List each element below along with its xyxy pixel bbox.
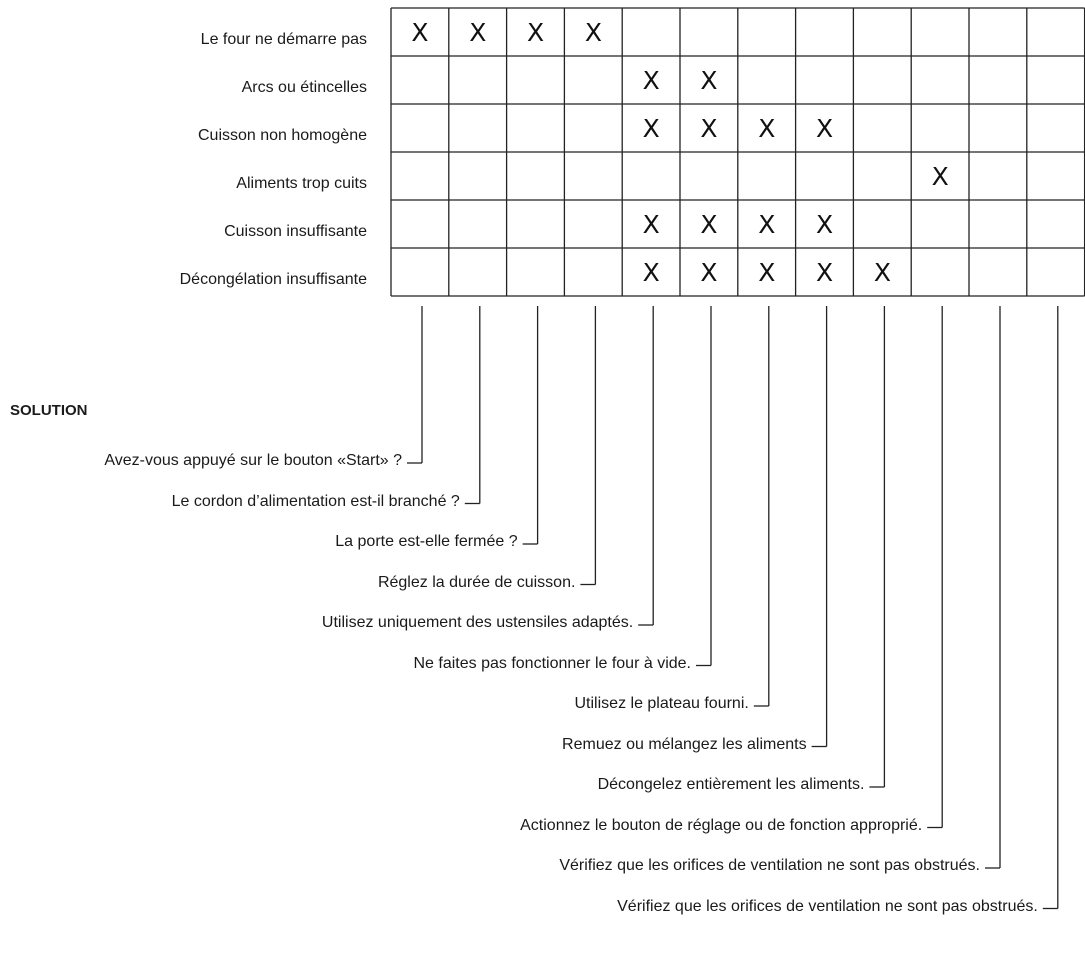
problem-label: Décongélation insuffisante	[179, 271, 367, 288]
cross-mark: X	[758, 210, 776, 239]
cross-mark: X	[931, 162, 949, 191]
cross-mark: X	[527, 18, 545, 47]
cross-mark: X	[700, 210, 718, 239]
solution-label: Le cordon d’alimentation est-il branché ?	[171, 492, 460, 510]
problem-label: Aliments trop cuits	[236, 175, 367, 192]
problem-label: Le four ne démarre pas	[200, 31, 367, 48]
cross-mark: X	[700, 114, 718, 143]
solution-label: Décongelez entièrement les aliments.	[597, 776, 865, 793]
cross-mark: X	[584, 18, 602, 47]
cross-mark: X	[642, 114, 660, 143]
solution-label: La porte est-elle fermée ?	[335, 533, 518, 550]
cross-mark: X	[642, 210, 660, 239]
solution-label: Ne faites pas fonctionner le four à vide.	[413, 654, 691, 672]
cross-mark: X	[758, 114, 776, 143]
problem-label: Arcs ou étincelles	[241, 79, 367, 96]
cross-mark: X	[758, 258, 776, 287]
cross-mark: X	[469, 18, 487, 47]
cross-mark: X	[411, 18, 429, 47]
cross-mark: X	[816, 258, 834, 287]
cross-mark: X	[700, 258, 718, 287]
cross-mark: X	[700, 66, 718, 95]
solution-label: Utilisez uniquement des ustensiles adaptés.	[321, 614, 634, 631]
problem-label: Cuisson non homogène	[197, 127, 367, 144]
solution-label: Remuez ou mélangez les aliments	[562, 735, 807, 753]
cross-mark: X	[816, 114, 834, 143]
solution-label: Actionnez le bouton de réglage ou de fonction approprié.	[520, 816, 923, 834]
solution-label: Réglez la durée de cuisson.	[377, 573, 576, 591]
problem-label: Cuisson insuffisante	[224, 223, 367, 240]
solution-label: Utilisez le plateau fourni.	[574, 695, 749, 712]
solution-label: Vérifiez que les orifices de ventilation ne sont pas obstrués.	[559, 857, 980, 874]
cross-mark: X	[642, 66, 660, 95]
cross-mark: X	[873, 258, 891, 287]
solution-label: Avez-vous appuyé sur le bouton «Start» ?	[104, 452, 402, 469]
solution-heading: SOLUTION	[10, 402, 88, 419]
cross-mark: X	[642, 258, 660, 287]
solution-label: Vérifiez que les orifices de ventilation ne sont pas obstrués.	[617, 897, 1038, 915]
cross-mark: X	[816, 210, 834, 239]
